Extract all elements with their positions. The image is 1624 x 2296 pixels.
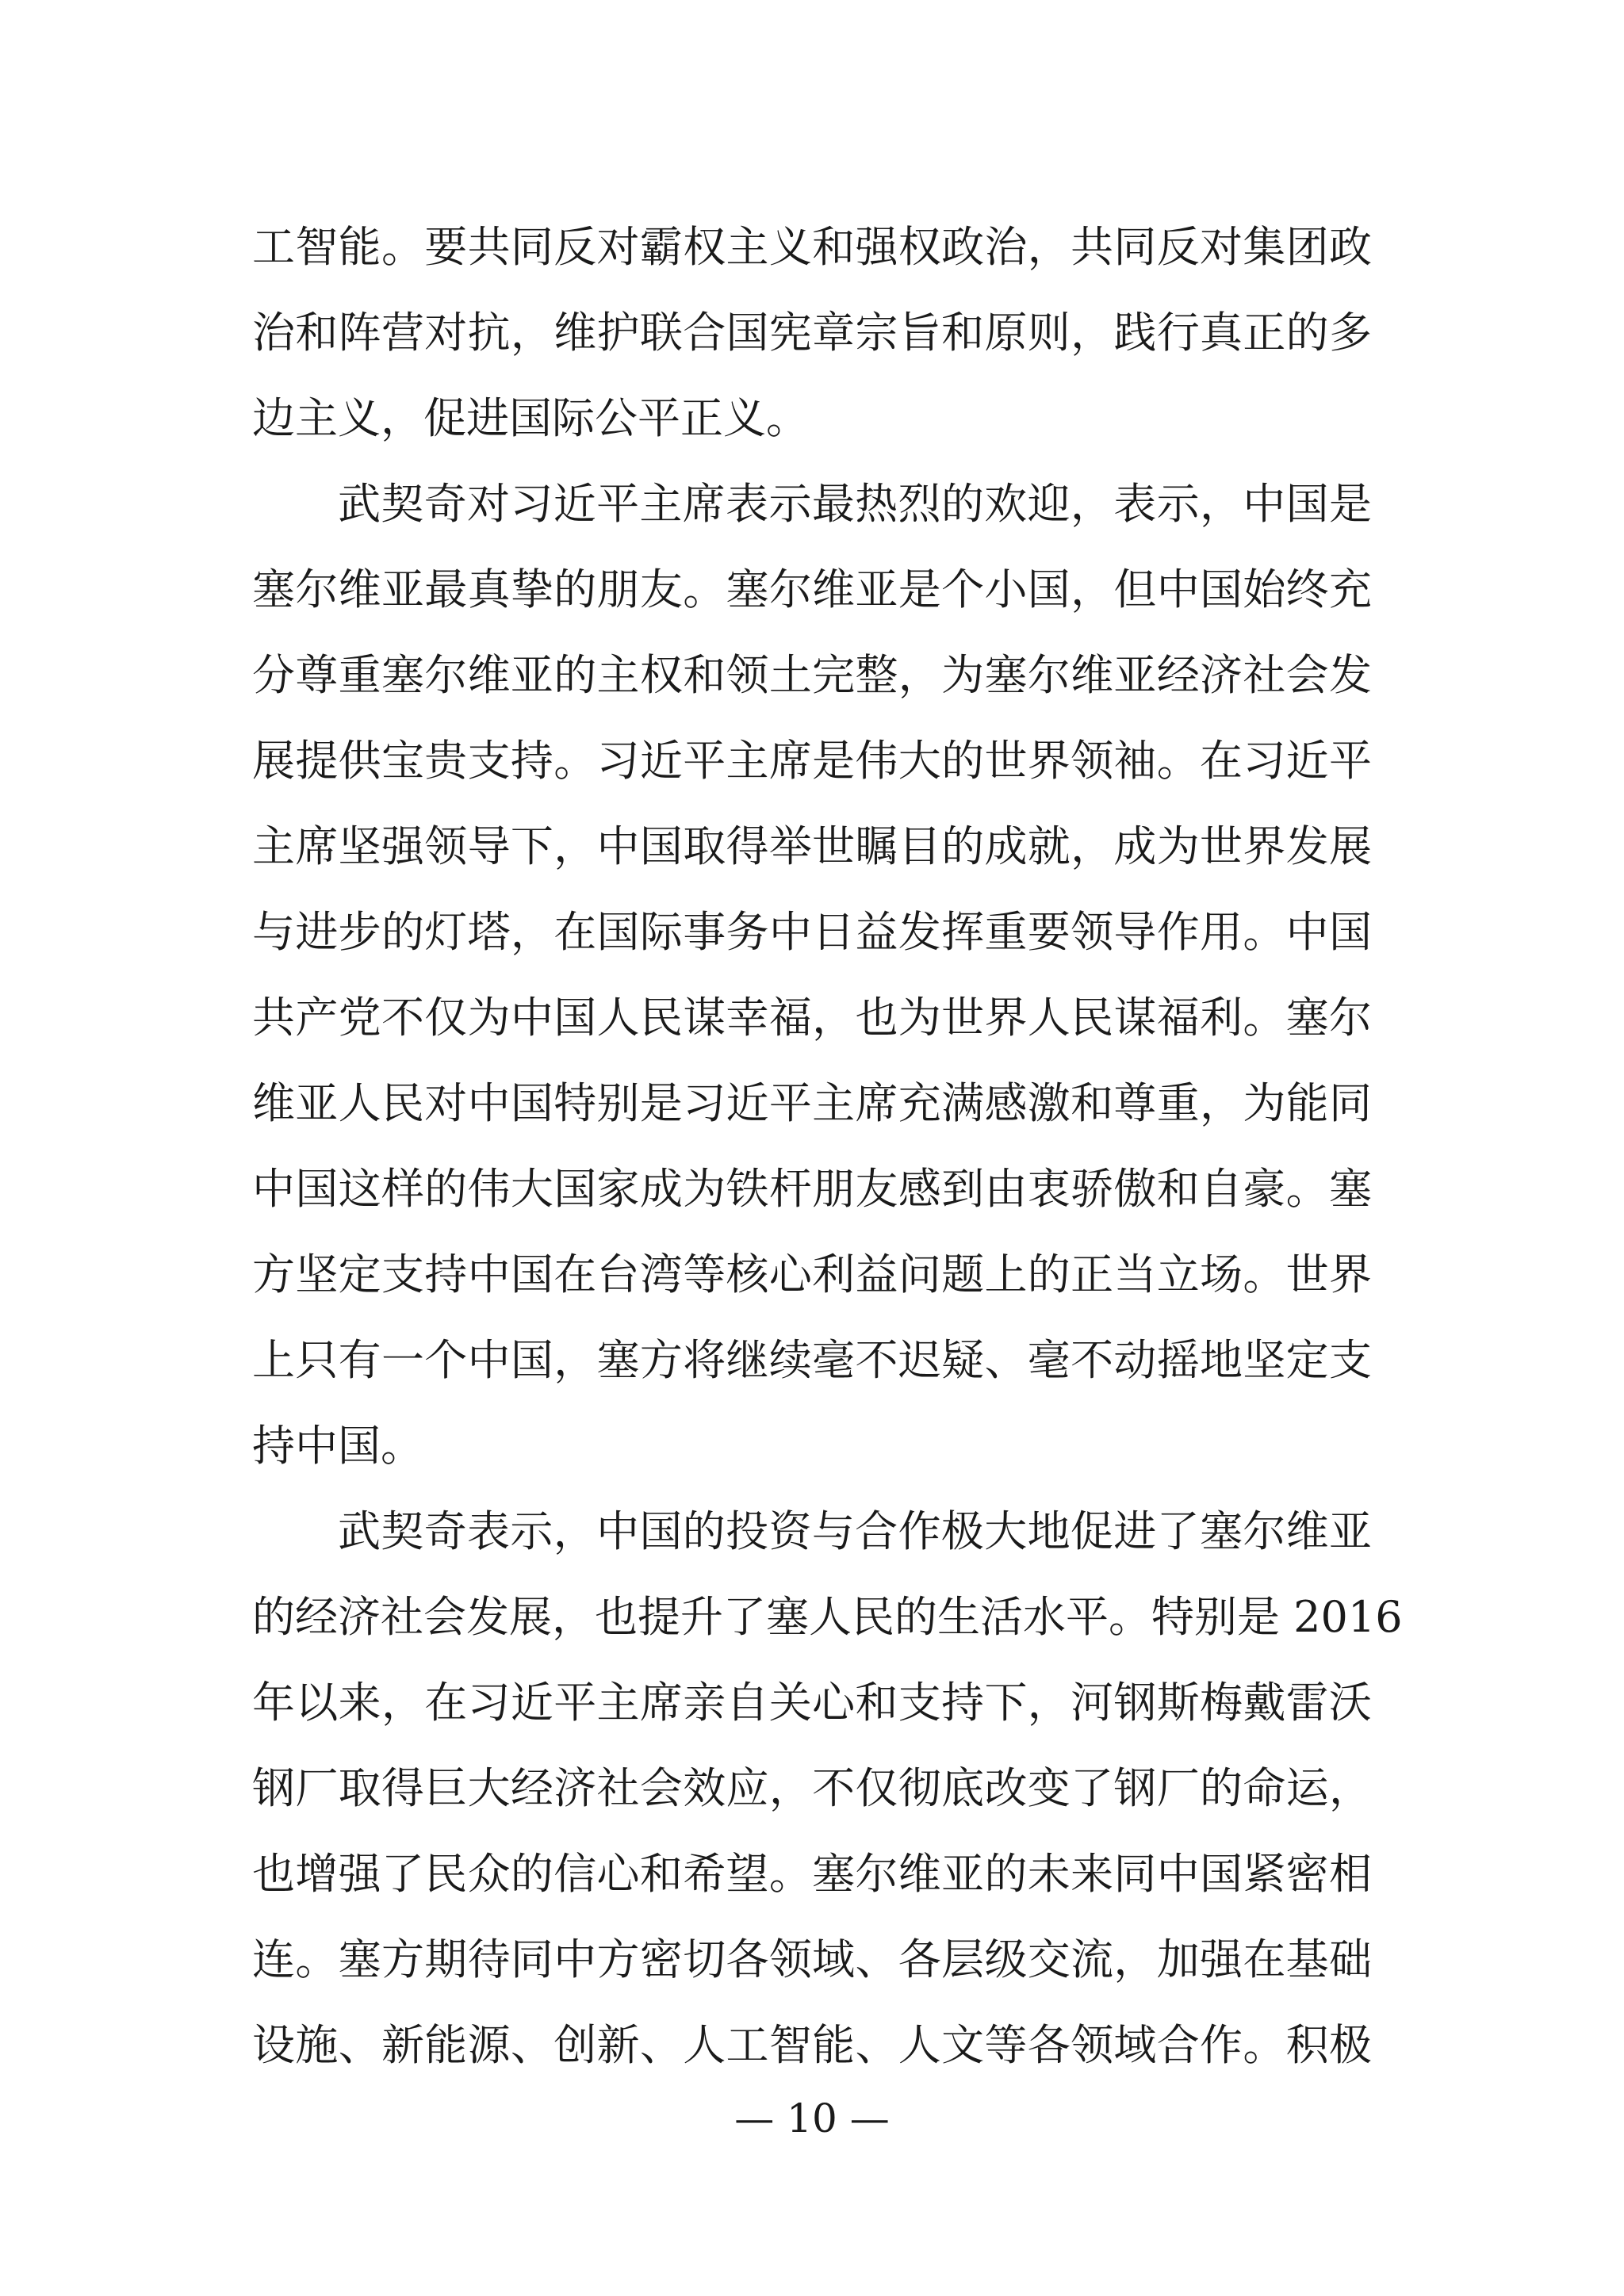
text-line: 也增强了民众的信心和希望。塞尔维亚的未来同中国紧密相: [252, 1849, 1372, 1899]
text-line: 塞尔维亚最真挚的朋友。塞尔维亚是个小国，但中国始终充: [252, 564, 1372, 614]
text-line: 武契奇对习近平主席表示最热烈的欢迎，表示，中国是: [338, 479, 1372, 529]
text-line: 与进步的灯塔，在国际事务中日益发挥重要领导作用。中国: [252, 907, 1372, 957]
text-line: 武契奇表示，中国的投资与合作极大地促进了塞尔维亚: [338, 1506, 1372, 1556]
text-line: 设施、新能源、创新、人工智能、人文等各领域合作。积极: [252, 2020, 1372, 2070]
text-line: 治和阵营对抗，维护联合国宪章宗旨和原则，践行真正的多: [252, 308, 1372, 358]
text-line: 的经济社会发展，也提升了塞人民的生活水平。特别是 2016: [252, 1592, 1403, 1642]
text-line: 主席坚强领导下，中国取得举世瞩目的成就，成为世界发展: [252, 821, 1372, 871]
text-line: 钢厂取得巨大经济社会效应，不仅彻底改变了钢厂的命运，: [252, 1763, 1372, 1813]
text-line: 工智能。要共同反对霸权主义和强权政治，共同反对集团政: [252, 222, 1372, 272]
text-line: 上只有一个中国，塞方将继续毫不迟疑、毫不动摇地坚定支: [252, 1335, 1372, 1385]
text-line: 共产党不仅为中国人民谋幸福，也为世界人民谋福利。塞尔: [252, 993, 1372, 1043]
text-line: 分尊重塞尔维亚的主权和领土完整，为塞尔维亚经济社会发: [252, 650, 1372, 700]
text-line: 持中国。: [252, 1421, 423, 1471]
text-line: 中国这样的伟大国家成为铁杆朋友感到由衷骄傲和自豪。塞: [252, 1164, 1372, 1214]
text-line: 边主义，促进国际公平正义。: [252, 393, 809, 443]
text-line: 年以来，在习近平主席亲自关心和支持下，河钢斯梅戴雷沃: [252, 1678, 1372, 1728]
text-line: 维亚人民对中国特别是习近平主席充满感激和尊重，为能同: [252, 1078, 1372, 1128]
text-line: 展提供宝贵支持。习近平主席是伟大的世界领袖。在习近平: [252, 736, 1372, 786]
text-line: 连。塞方期待同中方密切各领域、各层级交流，加强在基础: [252, 1934, 1372, 1984]
page-number: — 10 —: [734, 2095, 890, 2141]
text-line: 方坚定支持中国在台湾等核心利益问题上的正当立场。世界: [252, 1249, 1372, 1299]
